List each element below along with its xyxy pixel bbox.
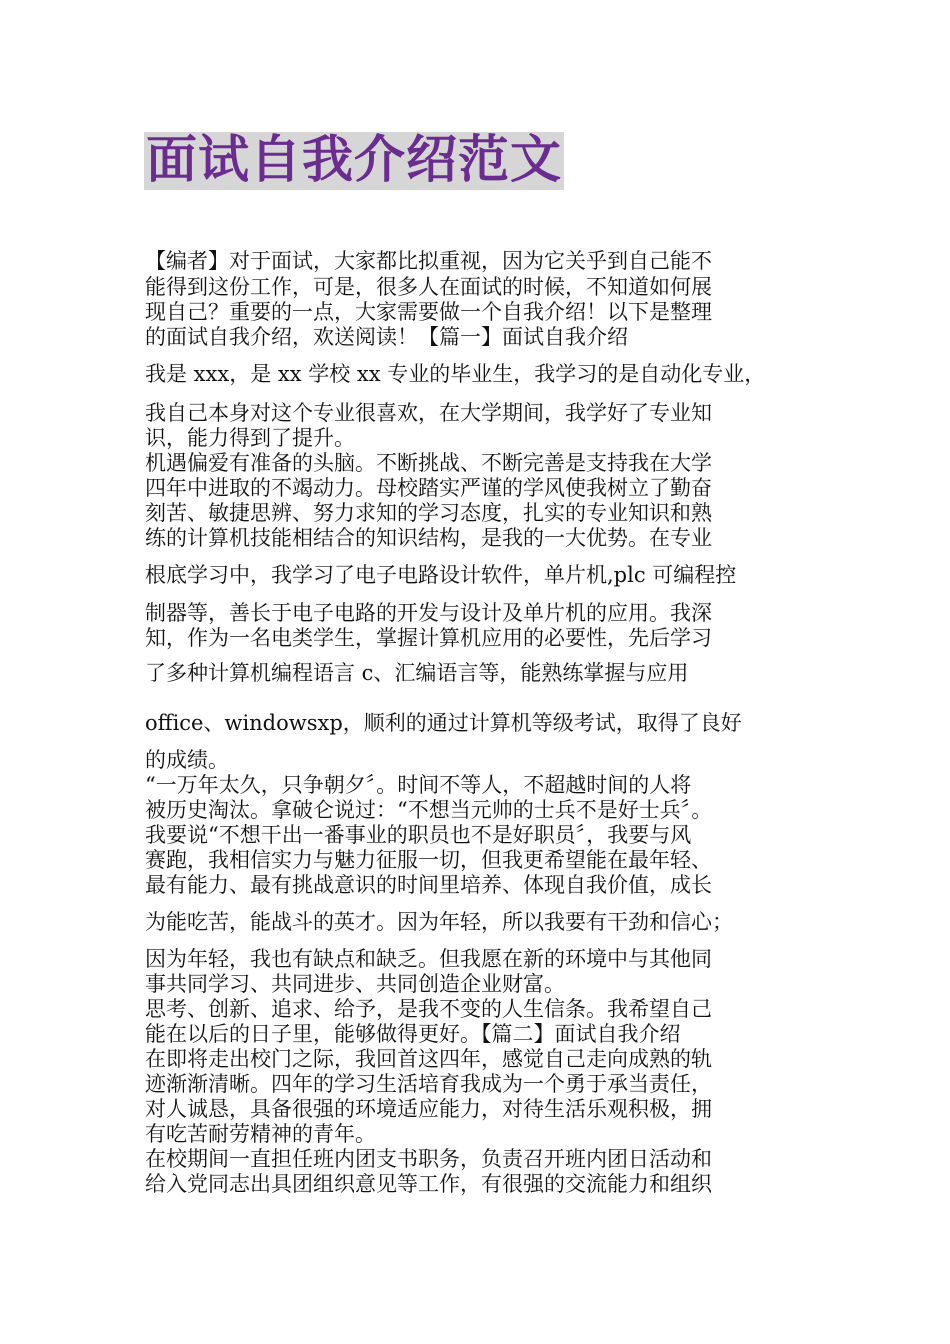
text-line: 为能吃苦，能战斗的英才。因为年轻，所以我要有干劲和信心； <box>145 910 733 934</box>
text-line: 被历史淘汰。拿破仑说过：“不想当元帅的士兵不是好士兵〞。 <box>145 798 713 822</box>
text-line: 最有能力、最有挑战意识的时间里培养、体现自我价值，成长 <box>145 873 712 897</box>
page-title: 面试自我介绍范文 <box>146 131 563 190</box>
text-line: 有吃苦耐劳精神的青年。 <box>145 1122 376 1146</box>
text-line: 四年中进取的不竭动力。母校踏实严谨的学风使我树立了勤奋 <box>145 476 712 500</box>
text-line: 赛跑，我相信实力与魅力征服一切，但我更希望能在最年轻、 <box>145 848 712 872</box>
text-line: 对人诚恳，具备很强的环境适应能力，对待生活乐观积极，拥 <box>145 1097 712 1121</box>
text-line: office、windowsxp，顺利的通过计算机等级考试，取得了良好 <box>145 711 742 735</box>
text-line: 刻苦、敏捷思辨、努力求知的学习态度，扎实的专业知识和熟 <box>145 501 712 525</box>
text-line: 现自己？重要的一点，大家需要做一个自我介绍！以下是整理 <box>145 300 712 324</box>
text-line: 制器等，善长于电子电路的开发与设计及单片机的应用。我深 <box>145 601 712 625</box>
text-line: 机遇偏爱有准备的头脑。不断挑战、不断完善是支持我在大学 <box>145 451 712 475</box>
text-line: 我是 xxx，是 xx 学校 xx 专业的毕业生，我学习的是自动化专业， <box>145 362 766 386</box>
text-line: 识，能力得到了提升。 <box>145 426 355 450</box>
text-line: 练的计算机技能相结合的知识结构，是我的一大优势。在专业 <box>145 526 712 550</box>
text-line: 了多种计算机编程语言 c、汇编语言等，能熟练掌握与应用 <box>145 661 689 685</box>
text-line: 我要说“不想干出一番事业的职员也不是好职员〞，我要与风 <box>145 823 692 847</box>
text-line: 在校期间一直担任班内团支书职务，负责召开班内团日活动和 <box>145 1147 712 1171</box>
text-line: 在即将走出校门之际，我回首这四年，感觉自己走向成熟的轨 <box>145 1047 712 1071</box>
text-line: 知，作为一名电类学生，掌握计算机应用的必要性，先后学习 <box>145 626 712 650</box>
text-line: “一万年太久，只争朝夕〞。时间不等人，不超越时间的人将 <box>145 773 692 797</box>
text-line: 的成绩。 <box>145 748 229 772</box>
text-line: 我自己本身对这个专业很喜欢，在大学期间，我学好了专业知 <box>145 401 712 425</box>
text-line: 思考、创新、追求、给予，是我不变的人生信条。我希望自己 <box>145 997 712 1021</box>
text-line: 给入党同志出具团组织意见等工作，有很强的交流能力和组织 <box>145 1172 712 1196</box>
title-block <box>144 132 564 190</box>
text-line: 【编者】对于面试，大家都比拟重视，因为它关乎到自己能不 <box>145 249 712 273</box>
text-line: 迹渐渐清晰。四年的学习生活培育我成为一个勇于承当责任， <box>145 1072 712 1096</box>
text-line: 事共同学习、共同进步、共同创造企业财富。 <box>145 972 565 996</box>
text-line: 的面试自我介绍，欢送阅读！【篇一】面试自我介绍 <box>145 325 628 349</box>
text-line: 能在以后的日子里，能够做得更好。【篇二】面试自我介绍 <box>145 1022 681 1046</box>
text-line: 根底学习中，我学习了电子电路设计软件，单片机,plc 可编程控 <box>145 563 737 587</box>
text-line: 能得到这份工作，可是，很多人在面试的时候，不知道如何展 <box>145 275 712 299</box>
text-line: 因为年轻，我也有缺点和缺乏。但我愿在新的环境中与其他同 <box>145 947 712 971</box>
